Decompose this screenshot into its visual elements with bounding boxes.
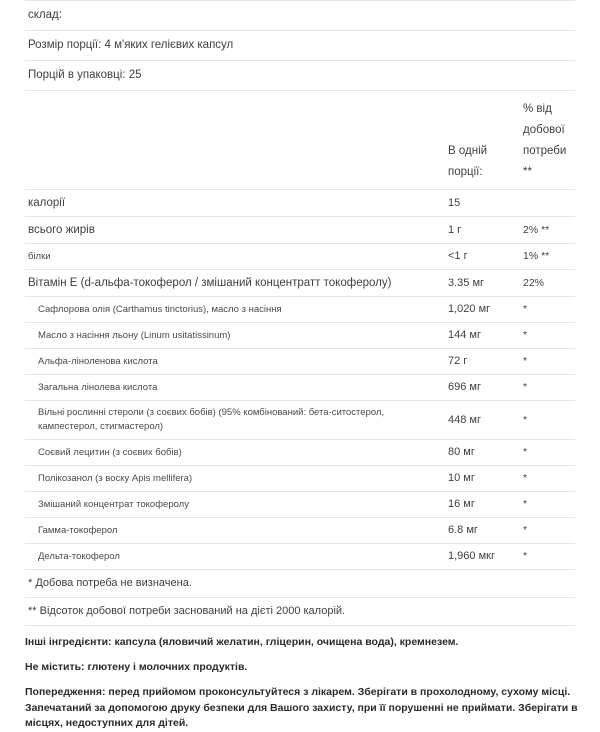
- table-row: [25, 492, 575, 518]
- header-amount-per-serving: [445, 91, 520, 190]
- row-amount-per-serving: 144 мг: [445, 323, 520, 349]
- header-nutrient-name: [25, 91, 445, 190]
- panel-title-row: [25, 1, 575, 31]
- header-amount-line1: В одній: [448, 145, 488, 157]
- row-amount-per-serving: 72 г: [445, 349, 520, 375]
- serving-info-table: [25, 0, 575, 90]
- row-daily-value: 22%: [520, 270, 575, 297]
- row-amount-per-serving: 15: [445, 190, 520, 217]
- footnote-text: ** Відсоток добової потреби заснований на дієті 2000 калорій.: [25, 598, 575, 626]
- row-amount-per-serving: 1 г: [445, 217, 520, 244]
- table-header-row: [25, 91, 575, 190]
- row-nutrient-name: всього жирів: [25, 217, 445, 244]
- row-amount-per-serving: 3.35 мг: [445, 270, 520, 297]
- row-daily-value: *: [520, 518, 575, 544]
- row-nutrient-name: білки: [25, 244, 445, 270]
- table-row: [25, 375, 575, 401]
- row-amount-per-serving: 80 мг: [445, 440, 520, 466]
- row-nutrient-name: Масло з насіння льону (Linum usitatissinum): [25, 323, 445, 349]
- row-nutrient-name: Соєвий лецитин (з соєвих бобів): [25, 440, 445, 466]
- servings-per-container-text: Порцій в упаковці: 25: [25, 61, 575, 91]
- row-daily-value: *: [520, 440, 575, 466]
- footnote-row: [25, 570, 575, 598]
- table-row: [25, 244, 575, 270]
- footnote-row: [25, 598, 575, 626]
- header-amount-line2: порції:: [448, 166, 483, 178]
- row-nutrient-name: Полікозанол (з воску Apis mellifera): [25, 466, 445, 492]
- warning-note: Попередження: перед прийомом проконсультуйтеся з лікарем. Зберігати в прохолодному, сухому місці. Запечатаний за допомогою друку безпеки для Вашого захисту, при її порушенні не приймати. Зберігати в місцях, недоступних для дітей.: [25, 686, 578, 729]
- row-amount-per-serving: 10 мг: [445, 466, 520, 492]
- header-daily-value: [520, 91, 575, 190]
- table-row: [25, 466, 575, 492]
- row-amount-per-serving: <1 г: [445, 244, 520, 270]
- row-daily-value: *: [520, 544, 575, 570]
- row-amount-per-serving: 448 мг: [445, 401, 520, 440]
- row-nutrient-name: Гамма-токоферол: [25, 518, 445, 544]
- row-amount-per-serving: 6.8 мг: [445, 518, 520, 544]
- table-row: [25, 297, 575, 323]
- table-row: [25, 323, 575, 349]
- servings-per-container-row: [25, 61, 575, 91]
- table-row: [25, 190, 575, 217]
- row-amount-per-serving: 1,960 мкг: [445, 544, 520, 570]
- panel-title: склад:: [25, 1, 575, 31]
- row-amount-per-serving: 1,020 мг: [445, 297, 520, 323]
- row-nutrient-name: калорії: [25, 190, 445, 217]
- table-row: [25, 349, 575, 375]
- row-amount-per-serving: 696 мг: [445, 375, 520, 401]
- header-dv-line3: потреби: [523, 145, 567, 157]
- serving-size-row: [25, 31, 575, 61]
- row-daily-value: 1% **: [520, 244, 575, 270]
- row-daily-value: [520, 190, 575, 217]
- nutrition-facts-table: [25, 90, 575, 569]
- table-row: [25, 440, 575, 466]
- row-daily-value: *: [520, 375, 575, 401]
- table-row: [25, 401, 575, 440]
- row-daily-value: 2% **: [520, 217, 575, 244]
- header-dv-line1: % від: [523, 103, 552, 115]
- row-nutrient-name: Загальна лінолева кислота: [25, 375, 445, 401]
- row-nutrient-name: Дельта-токоферол: [25, 544, 445, 570]
- row-nutrient-name: Альфа-ліноленова кислота: [25, 349, 445, 375]
- footnotes-table: [25, 569, 575, 626]
- serving-size-text: Розмір порції: 4 м'яких гелієвих капсул: [25, 31, 575, 61]
- bottom-notes: [25, 626, 585, 732]
- row-nutrient-name: Сафлорова олія (Carthamus tinctorius), масло з насіння: [25, 297, 445, 323]
- header-dv-line2: добової: [523, 124, 565, 136]
- table-row: [25, 217, 575, 244]
- row-daily-value: *: [520, 466, 575, 492]
- row-nutrient-name: Вітамін Е (d-альфа-токоферол / змішаний концентратт токоферолу): [25, 270, 445, 297]
- row-nutrient-name: Змішаний концентрат токоферолу: [25, 492, 445, 518]
- row-amount-per-serving: 16 мг: [445, 492, 520, 518]
- table-row: [25, 544, 575, 570]
- table-row: [25, 270, 575, 297]
- other-ingredients-note: Інші інгредієнти: капсула (яловичий желатин, гліцерин, очищена вода), кремнезем.: [25, 636, 459, 648]
- row-nutrient-name: Вільні рослинні стероли (з соєвих бобів) (95% комбінований: бета-ситостерол, кампестерол, стигмастерол): [25, 401, 445, 440]
- row-daily-value: *: [520, 492, 575, 518]
- row-daily-value: *: [520, 349, 575, 375]
- row-daily-value: *: [520, 297, 575, 323]
- row-daily-value: *: [520, 323, 575, 349]
- row-daily-value: *: [520, 401, 575, 440]
- free-from-note: Не містить: глютену і молочних продуктів.: [25, 661, 248, 673]
- table-row: [25, 518, 575, 544]
- header-dv-line4: **: [523, 166, 532, 178]
- footnote-text: * Добова потреба не визначена.: [25, 570, 575, 598]
